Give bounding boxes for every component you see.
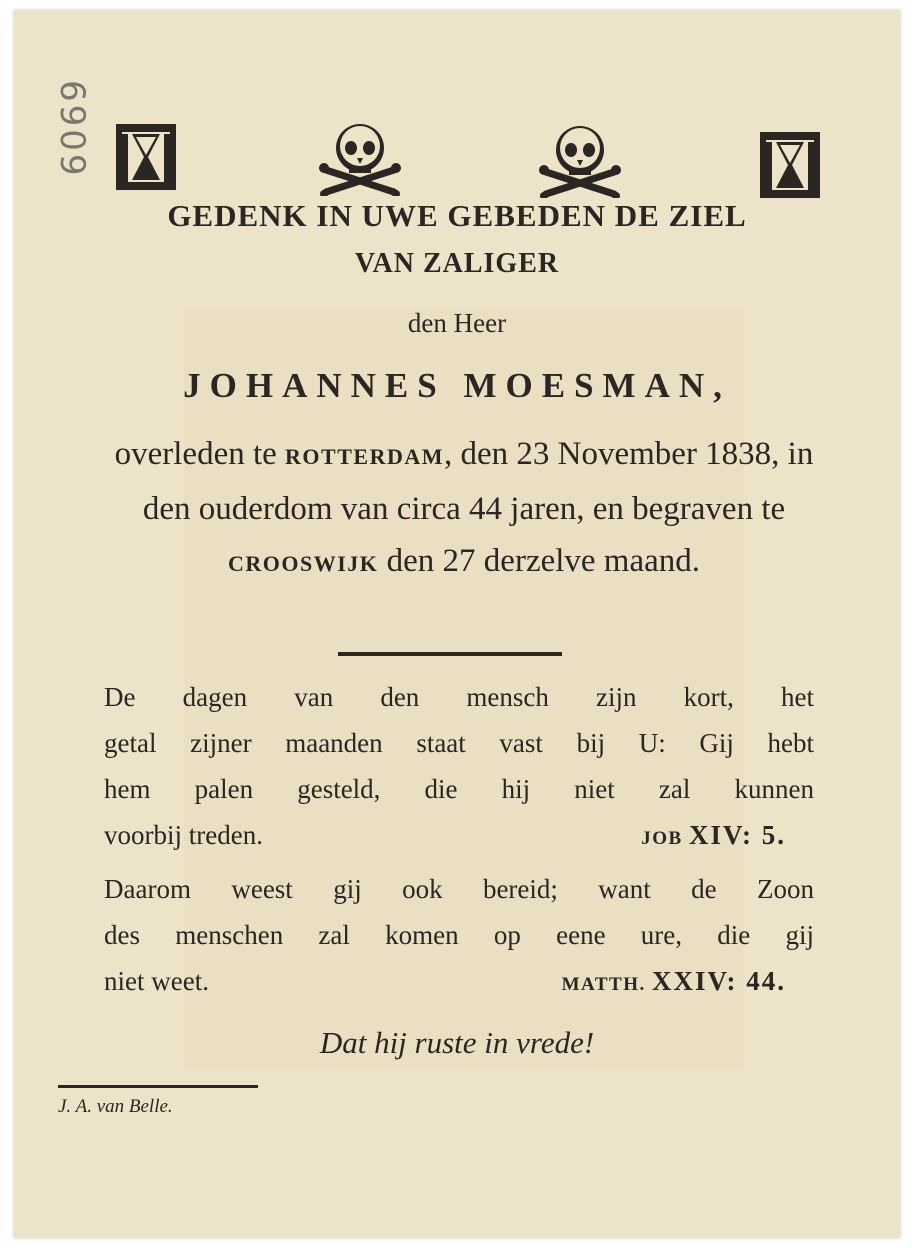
verse-line: hem palen gesteld, die hij niet zal kunnen	[104, 774, 814, 804]
divider	[338, 652, 562, 656]
bio-text-2: , den 23 November 1838, in den ouderdom van circa 44 jaren, en begraven te	[142, 436, 814, 527]
verse-line: De dagen van den mensch zijn kort, het	[104, 682, 814, 712]
heading-line-1: GEDENK IN UWE GEBEDEN DE ZIEL	[167, 198, 747, 233]
biography	[104, 428, 824, 590]
ref-number: XIV: 5.	[688, 820, 786, 850]
heading-line-2: VAN ZALIGER	[354, 248, 560, 279]
closing-prayer: Dat hij ruste in vrede!	[319, 1025, 595, 1060]
place-of-death: ROTTERDAM	[285, 444, 444, 469]
verse-last-line	[104, 958, 814, 1008]
verse-reference	[562, 958, 786, 1008]
title-prefix: den Heer	[407, 308, 507, 338]
printer-rule	[58, 1085, 258, 1088]
verse-last-line	[104, 812, 814, 862]
hourglass-icon	[758, 130, 822, 200]
prayer-card	[14, 10, 900, 1238]
verse-line: getal zijner maanden staat vast bij U: Gij hebt	[104, 728, 814, 758]
bio-text-1: overleden te	[114, 436, 286, 472]
verse-reference	[641, 812, 786, 862]
hourglass-icon	[114, 122, 178, 192]
skull-crossbones-icon	[536, 122, 624, 198]
ref-book: MATTH.	[561, 974, 646, 995]
printer-name: J. A. van Belle.	[58, 1096, 173, 1117]
place-of-burial: CROOSWIJK	[227, 551, 379, 576]
verse-line: niet weet.	[104, 966, 209, 996]
verse-line: voorbij treden.	[104, 820, 263, 850]
verse-matthew	[104, 866, 814, 1008]
verse-line: Daarom weest gij ook bereid; want de Zoon	[104, 874, 814, 904]
ref-book: JOB	[641, 828, 683, 849]
deceased-name: JOHANNES MOESMAN,	[183, 366, 731, 405]
verse-job	[104, 674, 814, 862]
bio-text-3: den 27 derzelve maand.	[378, 543, 701, 579]
archive-number: 6909	[52, 80, 92, 179]
skull-crossbones-icon	[316, 120, 404, 196]
verse-line: des menschen zal komen op eene ure, die gij	[104, 920, 814, 950]
ref-number: XXIV: 44.	[651, 966, 786, 996]
